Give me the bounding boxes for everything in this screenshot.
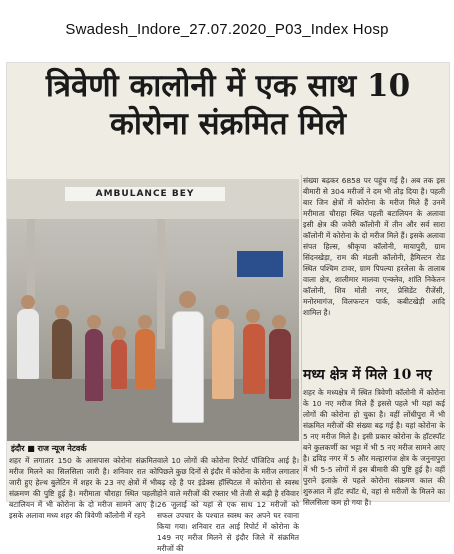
person-figure xyxy=(269,329,291,399)
article-column-right-bottom: शहर के मध्यक्षेत्र में स्थित त्रिवेणी कॉलोनी में कोरोना के 10 नए मरीज मिले हैं इससे पहले भी यहां कई लोगों की कोरोना हो चुका है। वहीं लोंधीपुरा में भी संक्रमित मरीजों की संख्या बढ़ गई है। यहां कोरोना के 5 नए मरीज मिले है। इसी प्रकार कोरोना के हॉटस्पॉट बने कुलकर्णी का भट्टा में भी 5 नए मरीज सामने आए है। द्रविड़ नगर में 5 और मल्हारगंज क्षेत्र के जनुनापुरा में भी 5-5 लोगों में इस बीमारी की पुष्टि हुई है। वहीं पुराने इलाक़े से पहले कोरोना संक्रमण काल की शुरुआत में हॉट स्पॉट थे, वहां से मरीजों के मिलने का सिलसिला कम हो गया है। xyxy=(303,388,445,507)
column-divider xyxy=(301,175,302,495)
article-column-right-top: संख्या बढ़कर 6858 पर पहुंच गई है। अब तक इस बीमारी से 304 मरीजों ने दम भी तोड़ दिया है। पहली बार जिन क्षेत्रों में कोरोना के मरीज मिले हैं उनमें मरीमाता चौराहा स्थित पहली बटालियन के अलावा इसी क्षेत्र की जवेरी कॉलोनी में तीन और सर्व सारा कॉलोनी में कोरोना के दो मरीज मिले हैं। इसके अलावा संपत हिल्स, श्रीकृपा कॉलोनी, मायापुरी, ग्राम सिंदनखेड़ा, राम की मंडली कॉलोनी, हैमिल्टन रोड स्थित पश्चिम टावर, ग्राम पिपल्या हरलेला के तालाब वाला क्षेत्र, शालीमार मालवा एन्क्लेव, शांति निकेतन कॉलोनी, शिव मोती नगर, प्रेसिडेंट रीजेंसी, मनोरमागंज, विलफन्टन पार्क, कबीटखेड़ी आदि शामिल है। xyxy=(303,176,445,317)
person-head xyxy=(138,315,152,329)
person-figure xyxy=(111,339,127,389)
person-figure xyxy=(243,324,265,394)
blue-signboard xyxy=(237,251,283,277)
person-head xyxy=(87,315,101,329)
person-figure xyxy=(17,309,39,379)
photo-credit: इंदौर ■ राज न्यूज नेटवर्क xyxy=(11,444,87,453)
article-column-bottom-middle: वाले 10 लोगों की कोरोना रिपोर्ट पॉजिटिव आई है। पिछले कुछ दिनों से इंदौर में कोरोना के मरीज लगातार बढ़ रहे है पर इंडेक्स हॉस्पिटल में कोरोना से स्वस्थ होने वाले मरीजों की रफ्तार भी तेजी से बढ़ी है रविवार 26 जुलाई को यहां से एक साथ 12 मरीजों को सफल उपचार के पश्चात स्वस्थ कर अपने घर रवाना किया गया। शनिवार रात आई रिपोर्ट में कोरोना के 149 नए मरीज मिलने से इंदौर जिले में संक्रमित मरीजों की xyxy=(157,456,299,553)
person-head xyxy=(55,305,69,319)
person-head xyxy=(179,291,196,308)
person-figure xyxy=(52,319,72,379)
news-photo xyxy=(7,179,299,441)
page-caption: Swadesh_Indore_27.07.2020_P03_Index Hosp xyxy=(0,0,454,58)
person-head xyxy=(21,295,35,309)
person-figure xyxy=(135,329,155,389)
article-column-bottom-left: शहर में लगातार 150 के आसपास कोरोना संक्रमित मरीज मिलने का सिलसिला जारी है। शनिवार रात को जारी हुए हेल्थ बुलेटिन में शहर के 23 नए क्षेत्रों में भी संक्रमण की पुष्टि हुई है। मरीमाता चौराहा स्थित पहली बटालियन में भी कोरोना के दो मरीज सामने आए है। इसके अलावा मध्य शहर की त्रिवेणी कॉलोनी में रहने xyxy=(9,456,157,520)
pillar xyxy=(157,219,165,349)
ambulance-bay-sign: AMBULANCE BEY xyxy=(65,187,225,201)
person-head xyxy=(272,315,286,329)
subheading: मध्य क्षेत्र में मिले 10 नए xyxy=(303,367,432,383)
person-head xyxy=(112,326,126,340)
newspaper-clipping xyxy=(6,62,450,553)
headline xyxy=(7,67,449,143)
person-head xyxy=(215,305,229,319)
headline-line-1: त्रिवेणी कालोनी में एक साथ 10 xyxy=(45,68,411,104)
person-figure xyxy=(85,329,103,401)
headline-line-2: कोरोना संक्रमित मिले xyxy=(110,106,346,142)
person-head xyxy=(246,309,260,323)
person-figure xyxy=(212,319,234,399)
person-figure-center xyxy=(172,311,204,423)
